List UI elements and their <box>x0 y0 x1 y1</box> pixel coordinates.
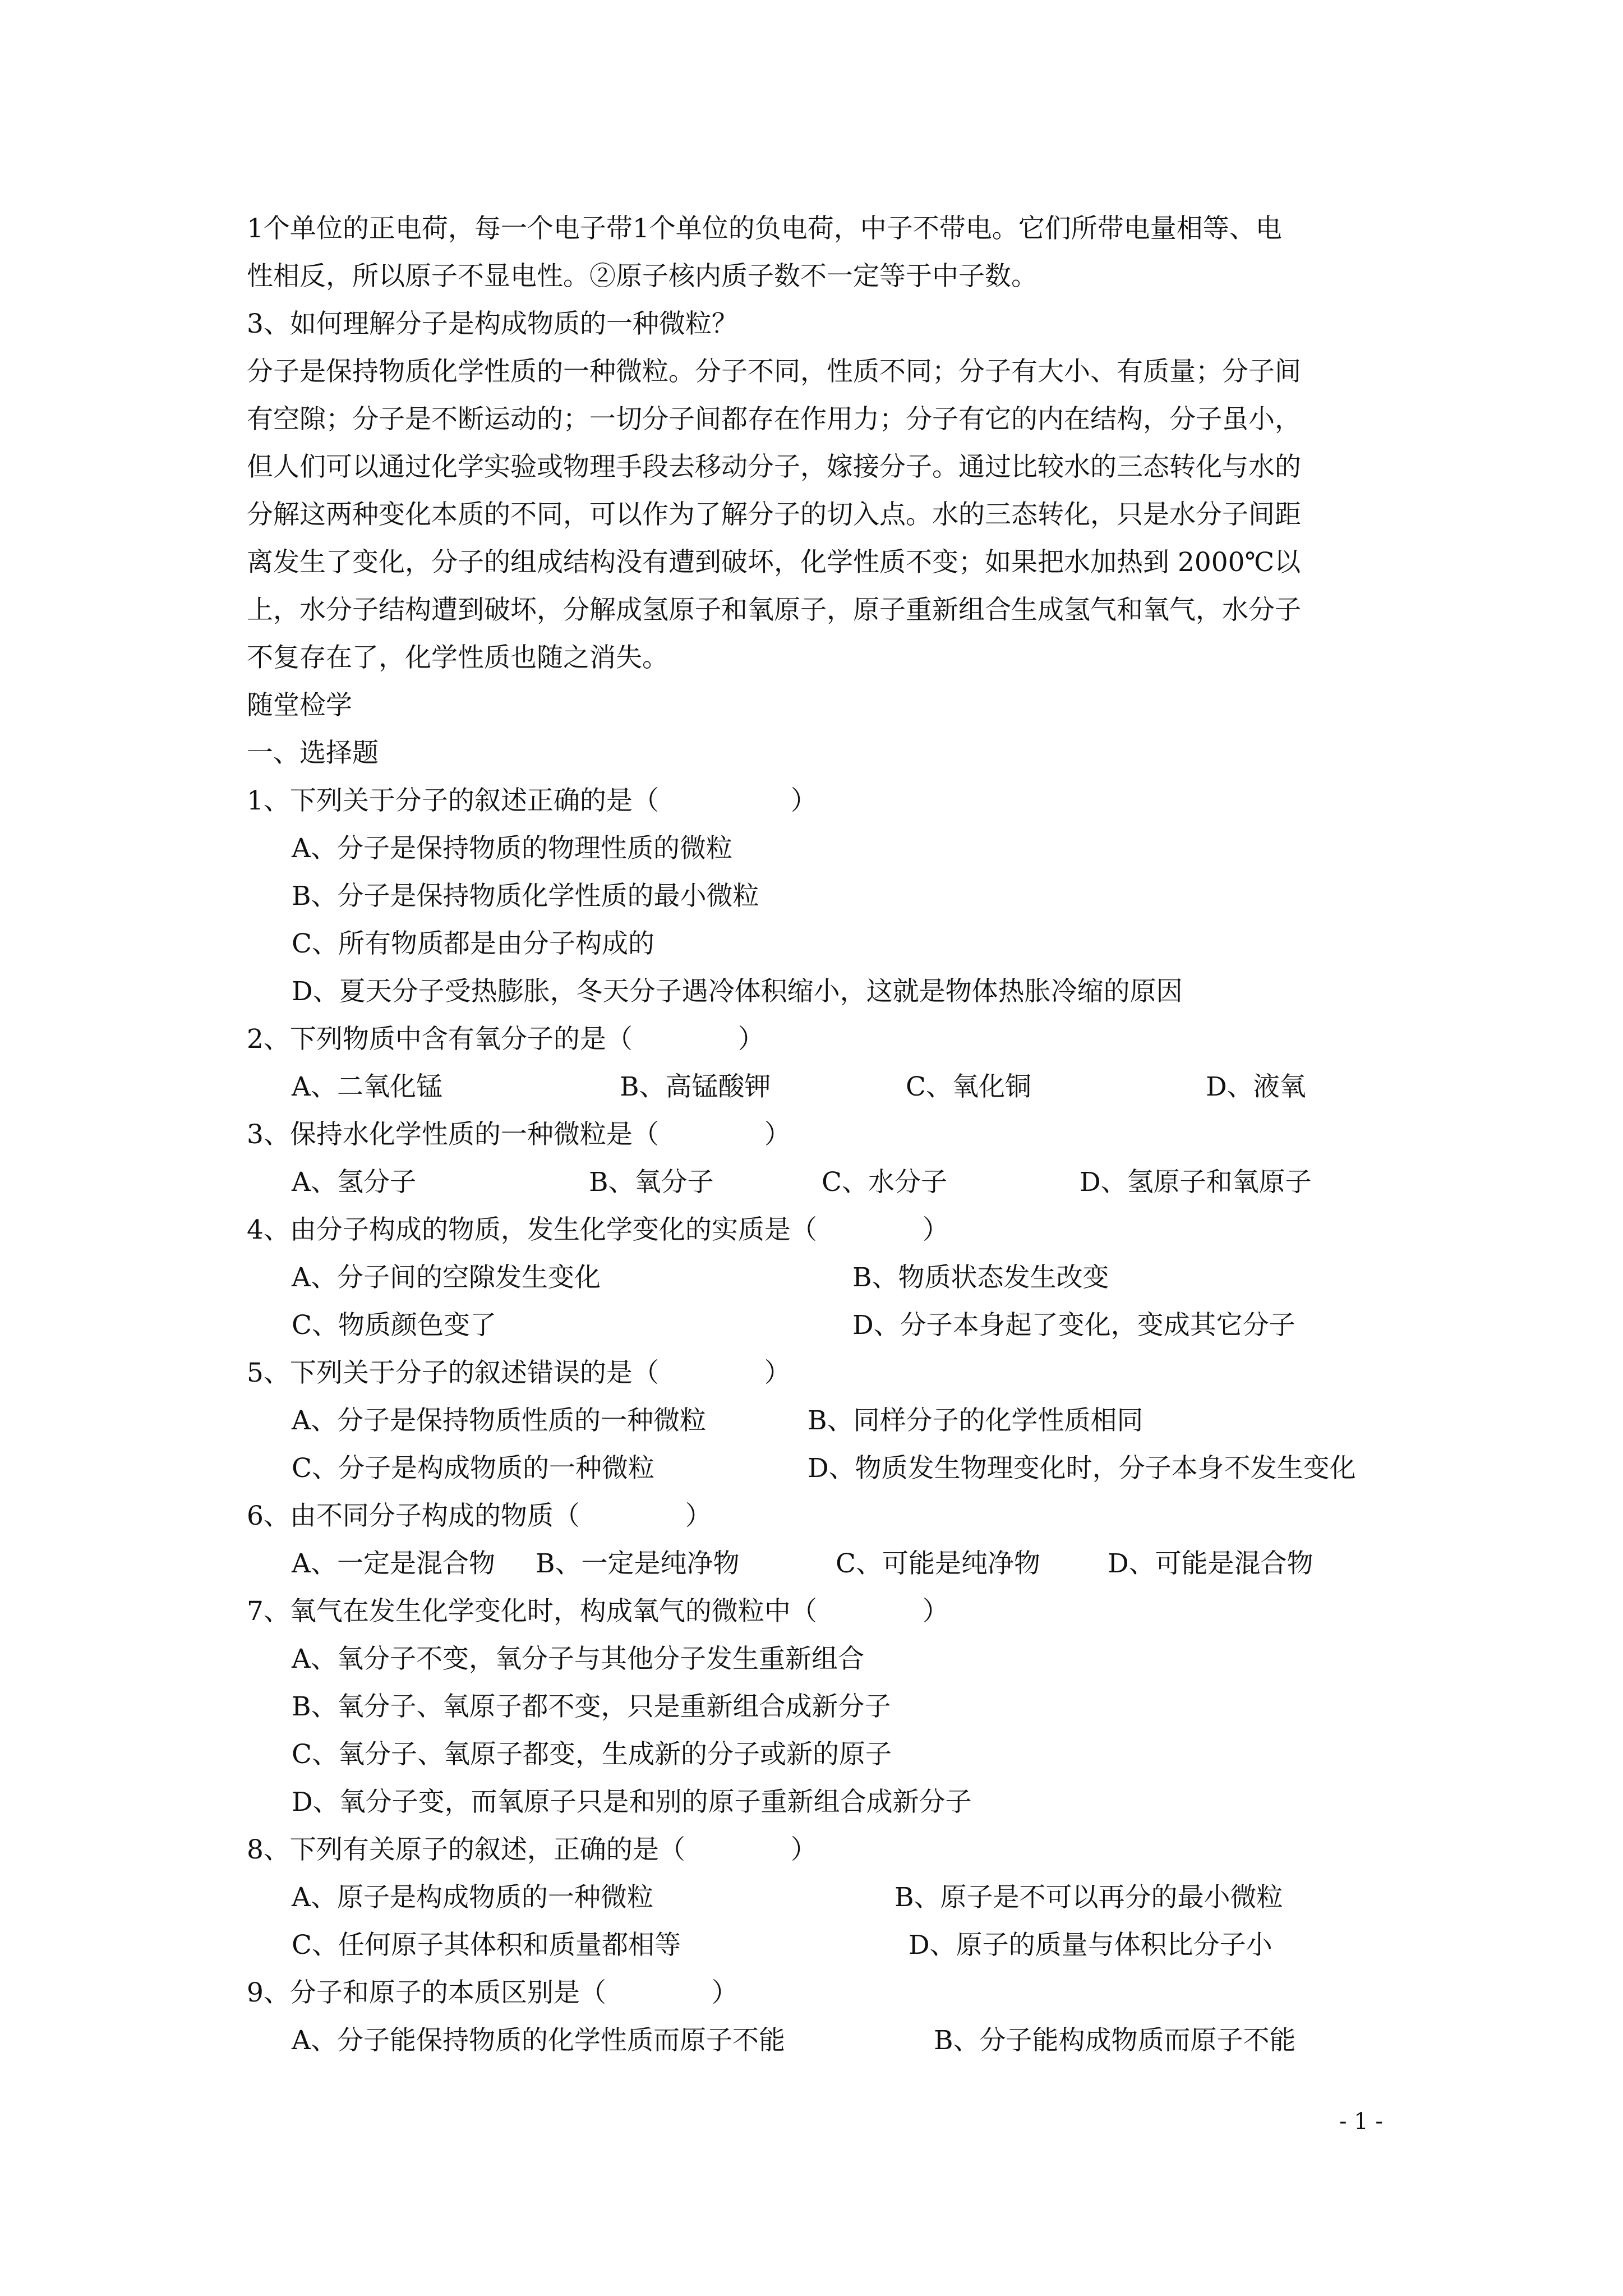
option: C、氧化铜 <box>906 1071 1031 1102</box>
question-stem: 6、由不同分子构成的物质（ ） <box>247 1501 712 1531</box>
option: C、分子是构成物质的一种微粒 <box>292 1453 654 1484</box>
option: C、任何原子其体积和质量都相等 <box>292 1930 681 1961</box>
question-stem: 1、下列关于分子的叙述正确的是（ ） <box>247 785 817 816</box>
question-stem: 8、下列有关原子的叙述，正确的是（ ） <box>247 1834 817 1865</box>
question-stem: 2、下列物质中含有氧分子的是（ ） <box>247 1024 764 1055</box>
option: C、水分子 <box>822 1167 947 1198</box>
q3-heading: 3、如何理解分子是构成物质的一种微粒？ <box>247 309 738 339</box>
intro-line-1: 1个单位的正电荷，每一个电子带1个单位的负电荷，中子不带电。它们所带电量相等、电 <box>247 213 1282 244</box>
option: A、分子是保持物质性质的一种微粒 <box>292 1405 706 1436</box>
option: B、物质状态发生改变 <box>852 1262 1109 1293</box>
q3-body-line: 分解这两种变化本质的不同，可以作为了解分子的切入点。水的三态转化，只是水分子间距 <box>247 499 1301 530</box>
q3-body-line: 有空隙；分子是不断运动的；一切分子间都存在作用力；分子有它的内在结构，分子虽小， <box>247 404 1301 435</box>
option: C、可能是纯净物 <box>836 1548 1040 1579</box>
question-stem: 7、氧气在发生化学变化时，构成氧气的微粒中（ ） <box>247 1596 949 1627</box>
option: A、一定是混合物 <box>292 1548 495 1579</box>
option: B、氧分子、氧原子都不变，只是重新组合成新分子 <box>292 1691 891 1722</box>
question-stem: 4、由分子构成的物质，发生化学变化的实质是（ ） <box>247 1214 949 1245</box>
option: B、氧分子 <box>589 1167 714 1198</box>
option: B、原子是不可以再分的最小微粒 <box>895 1882 1283 1913</box>
q3-body-line: 上，水分子结构遭到破坏，分解成氢原子和氧原子，原子重新组合生成氢气和氧气，水分子 <box>247 595 1301 625</box>
q3-body-line: 但人们可以通过化学实验或物理手段去移动分子，嫁接分子。通过比较水的三态转化与水的 <box>247 452 1301 482</box>
option: A、氧分子不变，氧分子与其他分子发生重新组合 <box>292 1644 864 1674</box>
option: D、液氧 <box>1206 1071 1306 1102</box>
option: D、物质发生物理变化时，分子本身不发生变化 <box>808 1453 1356 1484</box>
option: C、物质颜色变了 <box>292 1310 496 1341</box>
q3-body-line: 离发生了变化，分子的组成结构没有遭到破坏，化学性质不变；如果把水加热到 2000℃以 <box>247 547 1301 578</box>
option: A、二氧化锰 <box>292 1071 442 1102</box>
option: A、分子是保持物质的物理性质的微粒 <box>292 833 732 864</box>
option: D、可能是混合物 <box>1108 1548 1313 1579</box>
q3-body-line: 不复存在了，化学性质也随之消失。 <box>247 642 668 673</box>
option: B、同样分子的化学性质相同 <box>808 1405 1144 1436</box>
section-title: 随堂检学 <box>247 690 352 721</box>
option: B、一定是纯净物 <box>536 1548 740 1579</box>
intro-line-2: 性相反，所以原子不显电性。②原子核内质子数不一定等于中子数。 <box>247 261 1038 292</box>
question-stem: 5、下列关于分子的叙述错误的是（ ） <box>247 1358 791 1388</box>
option: C、所有物质都是由分子构成的 <box>292 928 654 959</box>
question-stem: 9、分子和原子的本质区别是（ ） <box>247 1977 738 2008</box>
option: A、氢分子 <box>292 1167 416 1198</box>
question-stem: 3、保持水化学性质的一种微粒是（ ） <box>247 1119 791 1150</box>
q3-body-line: 分子是保持物质化学性质的一种微粒。分子不同，性质不同；分子有大小、有质量；分子间 <box>247 356 1301 387</box>
subsection-title: 一、选择题 <box>247 738 379 769</box>
option: D、氧分子变，而氧原子只是和别的原子重新组合成新分子 <box>292 1787 972 1818</box>
option: A、分子能保持物质的化学性质而原子不能 <box>292 2025 785 2056</box>
option: D、夏天分子受热膨胀，冬天分子遇冷体积缩小，这就是物体热胀冷缩的原因 <box>292 976 1183 1007</box>
option: A、原子是构成物质的一种微粒 <box>292 1882 653 1913</box>
option: D、氢原子和氧原子 <box>1080 1167 1312 1198</box>
option: B、分子是保持物质化学性质的最小微粒 <box>292 881 759 912</box>
page-number: - 1 - <box>1339 2109 1383 2134</box>
option: D、原子的质量与体积比分子小 <box>909 1930 1272 1961</box>
option: B、分子能构成物质而原子不能 <box>934 2025 1296 2056</box>
option: D、分子本身起了变化，变成其它分子 <box>852 1310 1295 1341</box>
option: B、高锰酸钾 <box>620 1071 771 1102</box>
option: A、分子间的空隙发生变化 <box>292 1262 601 1293</box>
option: C、氧分子、氧原子都变，生成新的分子或新的原子 <box>292 1739 892 1770</box>
